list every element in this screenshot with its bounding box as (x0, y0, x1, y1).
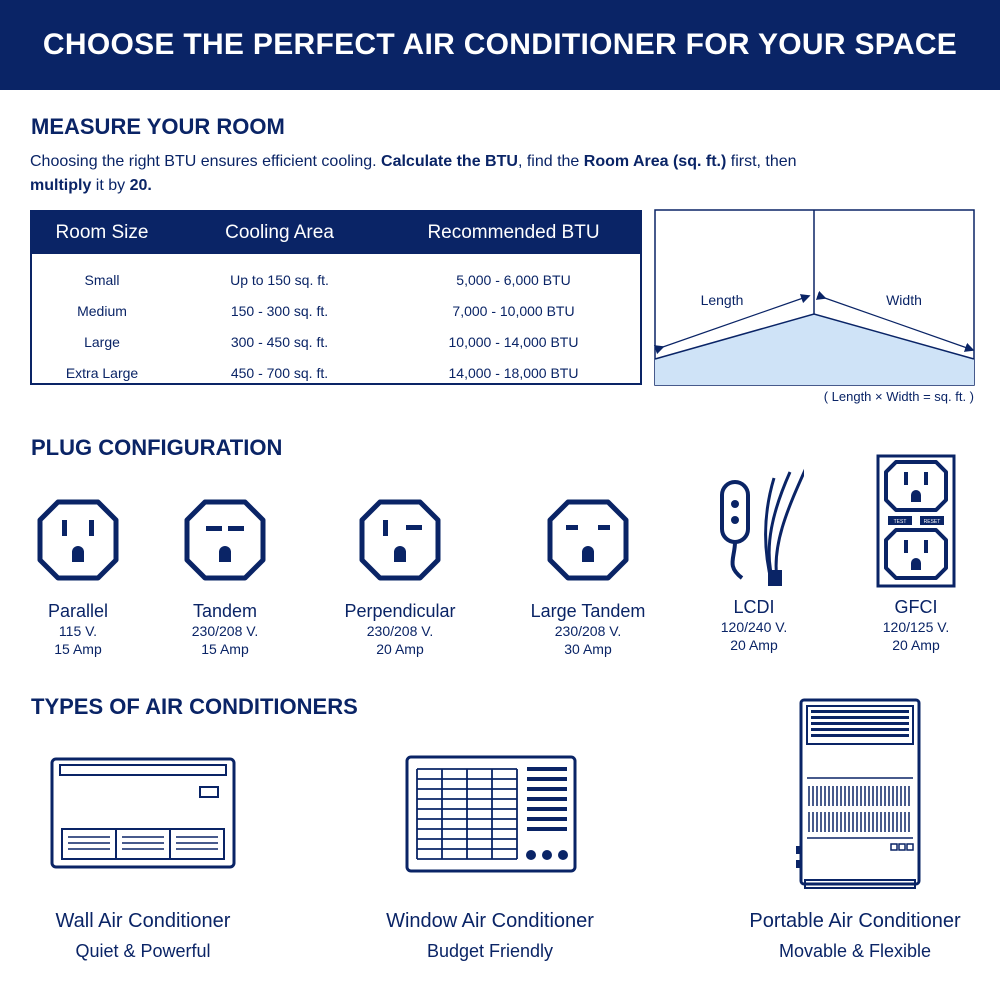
plug-voltage: 115 V. (58, 623, 98, 639)
plug-gfci (866, 454, 966, 654)
page-title: CHOOSE THE PERFECT AIR CONDITIONER FOR YOUR SPACE (42, 28, 958, 61)
intro-text: Choosing the right BTU ensures efficient cooling. (30, 153, 382, 170)
length-label: Length (700, 292, 744, 308)
ac-type-tagline: Quiet & Powerful (75, 941, 211, 961)
table-cell: 150 - 300 sq. ft. (230, 302, 329, 319)
plug-name: LCDI (733, 597, 775, 617)
ac-type-name: Window Air Conditioner (386, 910, 594, 932)
measure-section-title: MEASURE YOUR ROOM (31, 114, 285, 139)
large-tandem-outlet-icon (518, 490, 658, 590)
room-diagram (654, 209, 975, 386)
table-cell: Large (84, 333, 120, 350)
table-cell: Extra Large (65, 364, 139, 381)
table-cell: 450 - 700 sq. ft. (230, 364, 329, 381)
table-row (32, 326, 640, 357)
plug-voltage: 120/240 V. (720, 619, 788, 635)
plug-voltage: 230/208 V. (191, 623, 259, 639)
portable-ac-icon (795, 698, 925, 890)
btu-table-header (32, 212, 640, 254)
perpendicular-outlet-icon (330, 490, 470, 590)
types-section-title: TYPES OF AIR CONDITIONERS (31, 694, 358, 719)
plug-name: Perpendicular (344, 601, 456, 621)
intro-text: , find the (517, 153, 584, 170)
table-row (32, 264, 640, 295)
plug-amp: 20 Amp (892, 637, 940, 653)
plug-tandem (170, 490, 280, 658)
plug-parallel (28, 490, 128, 658)
plug-amp: 30 Amp (564, 641, 612, 657)
intro-text: it by (91, 177, 130, 194)
table-row (32, 357, 640, 388)
table-cell: 14,000 - 18,000 BTU (448, 364, 579, 381)
table-cell: Up to 150 sq. ft. (230, 271, 329, 288)
page-header (0, 0, 1000, 90)
plug-name: Tandem (192, 601, 258, 621)
table-cell: 5,000 - 6,000 BTU (456, 271, 571, 288)
table-cell: 300 - 450 sq. ft. (230, 333, 329, 350)
table-cell: Small (84, 271, 120, 288)
intro-bold: Calculate the BTU (381, 153, 518, 170)
plug-amp: 15 Amp (201, 641, 249, 657)
plug-large-tandem (518, 490, 658, 658)
intro-bold: 20. (129, 177, 152, 194)
ac-type-tagline: Budget Friendly (426, 941, 554, 961)
intro-bold: multiply (30, 177, 92, 194)
gfci-reset-label: RESET (923, 519, 941, 525)
plug-voltage: 120/125 V. (882, 619, 950, 635)
gfci-outlet-icon (866, 454, 966, 590)
plug-name: Parallel (47, 601, 109, 621)
plug-perpendicular (330, 490, 470, 658)
gfci-test-label: TEST (893, 519, 907, 525)
plug-section-title: PLUG CONFIGURATION (31, 435, 283, 460)
plug-name: Large Tandem (530, 601, 646, 621)
window-ac-icon (405, 755, 577, 873)
plug-name: GFCI (894, 597, 938, 617)
plug-amp: 20 Amp (376, 641, 424, 657)
table-cell: Medium (77, 302, 127, 319)
table-header-cell: Cooling Area (225, 222, 334, 243)
parallel-outlet-icon (28, 490, 128, 590)
ac-type-tagline: Movable & Flexible (778, 941, 932, 961)
plug-voltage: 230/208 V. (554, 623, 622, 639)
ac-type-name: Wall Air Conditioner (55, 910, 231, 932)
plug-lcdi (704, 458, 804, 654)
ac-type-window (360, 910, 620, 962)
ac-type-portable (720, 910, 990, 962)
intro-bold: Room Area (sq. ft.) (583, 153, 727, 170)
ac-type-name: Portable Air Conditioner (749, 910, 961, 932)
room-formula-caption: ( Length × Width = sq. ft. ) (823, 389, 974, 404)
btu-table (30, 210, 642, 385)
table-header-cell: Recommended BTU (427, 222, 600, 243)
table-cell: 7,000 - 10,000 BTU (452, 302, 575, 319)
ac-type-wall (20, 910, 266, 962)
width-label: Width (886, 292, 922, 308)
table-row (32, 295, 640, 326)
plug-voltage: 230/208 V. (366, 623, 434, 639)
intro-text: first, then (726, 153, 797, 170)
table-cell: 10,000 - 14,000 BTU (448, 333, 579, 350)
table-header-cell: Room Size (55, 222, 149, 243)
plug-amp: 20 Amp (730, 637, 778, 653)
tandem-outlet-icon (170, 490, 280, 590)
measure-intro (30, 150, 970, 198)
wall-ac-icon (50, 757, 236, 869)
plug-amp: 15 Amp (54, 641, 102, 657)
lcdi-plug-icon (704, 458, 804, 590)
